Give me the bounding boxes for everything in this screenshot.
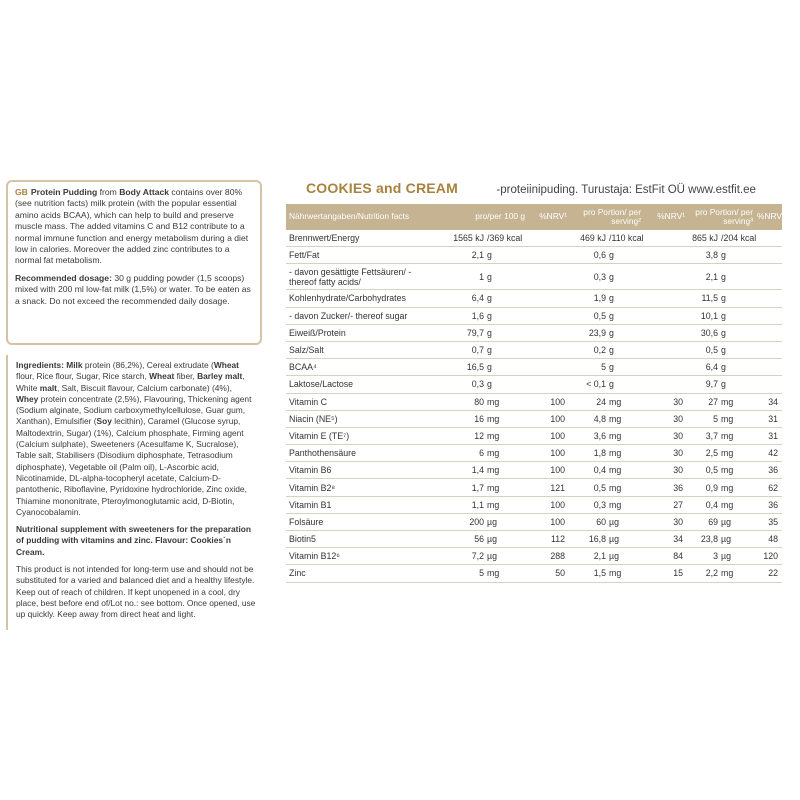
nutrient-name: - davon gesättigte Fettsäuren/ - thereof fatty acids/ <box>286 264 430 290</box>
unit-serving-b: g <box>719 247 755 264</box>
value-serving-b: 0,5 <box>687 341 719 358</box>
col-header-nrv-serving-b: %NRV¹ <box>755 204 782 230</box>
value-serving-a: 3,6 <box>569 427 607 444</box>
dosage-paragraph <box>15 273 253 307</box>
supplement-note-text: Nutritional supplement with sweeteners for the preparation of pudding with vitamins and zinc. Flavour: Cookies´n Cream. <box>16 524 251 557</box>
value-serving-a: 1,9 <box>569 290 607 307</box>
language-tag: GB <box>15 187 28 197</box>
table-row <box>286 230 782 247</box>
col-header-serving-b: pro Portion/ per serving³ <box>687 204 755 230</box>
nrv-serving-a <box>643 341 687 358</box>
unit-per-100g: mg <box>485 479 527 496</box>
nrv-serving-a: 84 <box>643 548 687 565</box>
value-per-100g: 200 <box>430 513 485 530</box>
value-serving-a: 60 <box>569 513 607 530</box>
nrv-per-100g <box>527 247 569 264</box>
nrv-per-100g <box>527 324 569 341</box>
table-row <box>286 565 782 582</box>
value-serving-b: 865 kJ <box>687 230 719 247</box>
value-serving-b: 23,8 <box>687 531 719 548</box>
unit-serving-a: mg <box>607 479 643 496</box>
value-per-100g: 2,1 <box>430 247 485 264</box>
nrv-serving-a: 27 <box>643 496 687 513</box>
unit-serving-a: mg <box>607 427 643 444</box>
nrv-serving-a <box>643 359 687 376</box>
nrv-serving-b: 31 <box>755 410 782 427</box>
text-segment: , Salt, Biscuit flavour, Calcium carbonate) (4%), <box>56 382 232 393</box>
value-per-100g: 79,7 <box>430 324 485 341</box>
value-serving-b: 27 <box>687 393 719 410</box>
value-per-100g: 0,3 <box>430 376 485 393</box>
text-segment: flour, Rice flour, Sugar, Rice starch, <box>16 371 150 382</box>
nrv-per-100g: 288 <box>527 548 569 565</box>
table-row <box>286 496 782 513</box>
unit-per-100g: µg <box>485 531 527 548</box>
nrv-serving-b <box>755 247 782 264</box>
value-per-100g: 1,6 <box>430 307 485 324</box>
unit-per-100g: g <box>485 341 527 358</box>
unit-per-100g: mg <box>485 462 527 479</box>
value-serving-b: 30,6 <box>687 324 719 341</box>
value-serving-a: 0,4 <box>569 462 607 479</box>
unit-per-100g: g <box>485 324 527 341</box>
unit-serving-b: mg <box>719 565 755 582</box>
unit-serving-b: µg <box>719 531 755 548</box>
value-per-100g: 16,5 <box>430 359 485 376</box>
unit-serving-b: g <box>719 264 755 290</box>
value-serving-b: 0,5 <box>687 462 719 479</box>
flavour-title: COOKIES and CREAM <box>306 180 458 196</box>
text-segment: protein (86,2%), Cereal extrudate ( <box>82 360 214 370</box>
value-serving-a: 1,5 <box>569 565 607 582</box>
value-serving-a: < 0,1 <box>569 376 607 393</box>
unit-serving-a: g <box>607 359 643 376</box>
value-serving-a: 23,9 <box>569 324 607 341</box>
unit-serving-a: µg <box>607 531 643 548</box>
nrv-per-100g: 100 <box>527 513 569 530</box>
value-per-100g: 1,1 <box>430 496 485 513</box>
value-serving-b: 9,7 <box>687 376 719 393</box>
table-row <box>286 531 782 548</box>
unit-serving-a: mg <box>607 445 643 462</box>
unit-serving-b: µg <box>719 548 755 565</box>
value-per-100g: 56 <box>430 531 485 548</box>
unit-serving-a: mg <box>607 462 643 479</box>
nrv-per-100g <box>527 341 569 358</box>
nrv-serving-a: 36 <box>643 479 687 496</box>
unit-per-100g: mg <box>485 565 527 582</box>
unit-serving-a: g <box>607 307 643 324</box>
value-serving-b: 3,7 <box>687 427 719 444</box>
nutrient-name: Vitamin B2⁸ <box>286 479 430 496</box>
table-row <box>286 445 782 462</box>
value-serving-b: 10,1 <box>687 307 719 324</box>
nrv-per-100g <box>527 264 569 290</box>
nrv-serving-b <box>755 324 782 341</box>
product-description-box <box>6 180 262 345</box>
nrv-serving-a: 30 <box>643 462 687 479</box>
nutrient-name: Brennwert/Energy <box>286 230 430 247</box>
nrv-serving-a <box>643 247 687 264</box>
nrv-serving-b: 22 <box>755 565 782 582</box>
nrv-serving-b <box>755 290 782 307</box>
table-row <box>286 264 782 290</box>
unit-serving-a: mg <box>607 565 643 582</box>
value-serving-a: 2,1 <box>569 548 607 565</box>
nutrient-name: Kohlenhydrate/Carbohydrates <box>286 290 430 307</box>
unit-per-100g: mg <box>485 445 527 462</box>
bold-text: Recommended dosage: <box>15 272 112 283</box>
nrv-serving-a: 30 <box>643 410 687 427</box>
nutrient-name: Zinc <box>286 565 430 582</box>
value-serving-b: 0,9 <box>687 479 719 496</box>
value-serving-a: 4,8 <box>569 410 607 427</box>
text-segment: lecithin), Caramel (Glucose syrup, Maltodextrin, Sugar) (1%), Calcium phosphate, Firming agent (Calcium sulphate), Sweeteners (Acesulfame K, Sucralose), Table salt, Stabilisers (Disodium diphosphate, Tetrasodium diphosphate), Vegetable oil (Palm oil), L-Ascorbic acid, Nicotinamide, DL-alpha-tocopheryl acetate, Calcium-D-pantothenic, Riboflavine, Pyridoxine hydrochloride, Zinc oxide, Thiamine mononitrate, Pteroylmonoglutamic acid, D-Biotin, Cyanocobalamin. <box>16 416 247 517</box>
value-serving-b: 3 <box>687 548 719 565</box>
distributor-subtitle: -proteiinipuding. Turustaja: EstFit OÜ www.estfit.ee <box>496 184 756 196</box>
nrv-serving-b: 120 <box>755 548 782 565</box>
unit-per-100g: g <box>485 264 527 290</box>
unit-per-100g: µg <box>485 548 527 565</box>
table-row <box>286 410 782 427</box>
unit-per-100g: mg <box>485 496 527 513</box>
nrv-serving-b <box>755 359 782 376</box>
unit-per-100g: g <box>485 247 527 264</box>
table-row <box>286 359 782 376</box>
nrv-serving-a <box>643 376 687 393</box>
value-per-100g: 12 <box>430 427 485 444</box>
value-per-100g: 6,4 <box>430 290 485 307</box>
bold-text: Wheat <box>149 371 175 382</box>
value-serving-b: 2,5 <box>687 445 719 462</box>
value-serving-a: 469 kJ <box>569 230 607 247</box>
nrv-per-100g <box>527 359 569 376</box>
value-serving-b: 0,4 <box>687 496 719 513</box>
table-row <box>286 247 782 264</box>
nutrient-name: Vitamin B1 <box>286 496 430 513</box>
nrv-per-100g <box>527 307 569 324</box>
unit-serving-b: g <box>719 341 755 358</box>
text-segment: protein concentrate (2,5%), Flavouring, Thickening agent (Sodium alginate, Sodium carboxymethylcellulose, Guar gum, Xanthan), Emulsifier ( <box>16 393 252 427</box>
unit-serving-a: g <box>607 264 643 290</box>
nrv-serving-a: 30 <box>643 513 687 530</box>
nrv-per-100g: 100 <box>527 410 569 427</box>
nutrient-name: Vitamin B6 <box>286 462 430 479</box>
unit-serving-a: g <box>607 324 643 341</box>
unit-serving-b: mg <box>719 393 755 410</box>
nrv-serving-b: 34 <box>755 393 782 410</box>
bold-text: Wheat <box>213 360 239 370</box>
nrv-per-100g: 50 <box>527 565 569 582</box>
col-header-serving-a: pro Portion/ per serving² <box>569 204 643 230</box>
nrv-serving-b <box>755 264 782 290</box>
nrv-serving-a <box>643 264 687 290</box>
value-serving-b: 6,4 <box>687 359 719 376</box>
nrv-serving-a <box>643 307 687 324</box>
nrv-serving-b: 36 <box>755 462 782 479</box>
value-serving-b: 69 <box>687 513 719 530</box>
value-per-100g: 0,7 <box>430 341 485 358</box>
nutrient-name: Vitamin E (TE⁷) <box>286 427 430 444</box>
nutrient-name: Panthothensäure <box>286 445 430 462</box>
unit-serving-a: /110 kcal <box>607 230 643 247</box>
unit-serving-b: mg <box>719 427 755 444</box>
col-header-nrv-100g: %NRV¹ <box>527 204 569 230</box>
table-row <box>286 376 782 393</box>
value-serving-b: 3,8 <box>687 247 719 264</box>
intro-text <box>15 187 248 265</box>
col-header-nrv-serving-a: %NRV¹ <box>643 204 687 230</box>
table-row <box>286 324 782 341</box>
nrv-serving-b <box>755 341 782 358</box>
nrv-serving-b: 31 <box>755 427 782 444</box>
value-serving-a: 0,2 <box>569 341 607 358</box>
col-header-per-100g: pro/per 100 g <box>430 204 527 230</box>
nrv-per-100g: 100 <box>527 445 569 462</box>
unit-per-100g: g <box>485 359 527 376</box>
nrv-serving-a: 30 <box>643 393 687 410</box>
nrv-serving-b: 35 <box>755 513 782 530</box>
unit-serving-a: mg <box>607 496 643 513</box>
unit-serving-b: g <box>719 307 755 324</box>
unit-serving-b: mg <box>719 410 755 427</box>
value-per-100g: 1 <box>430 264 485 290</box>
nrv-serving-b <box>755 230 782 247</box>
nrv-serving-b: 62 <box>755 479 782 496</box>
nutrient-name: BCAA⁴ <box>286 359 430 376</box>
table-header-row <box>286 204 782 230</box>
table-body <box>286 230 782 582</box>
unit-serving-b: g <box>719 324 755 341</box>
unit-serving-b: g <box>719 376 755 393</box>
nutrient-name: Fett/Fat <box>286 247 430 264</box>
table-row <box>286 290 782 307</box>
nrv-serving-a: 30 <box>643 445 687 462</box>
nrv-per-100g <box>527 230 569 247</box>
unit-serving-a: mg <box>607 410 643 427</box>
value-serving-a: 0,6 <box>569 247 607 264</box>
bold-text: Soy <box>96 416 112 427</box>
nutrient-name: Salz/Salt <box>286 341 430 358</box>
nrv-per-100g: 100 <box>527 427 569 444</box>
nutrient-name: - davon Zucker/- thereof sugar <box>286 307 430 324</box>
table-row <box>286 462 782 479</box>
nutrient-name: Vitamin B12⁶ <box>286 548 430 565</box>
nrv-serving-b: 36 <box>755 496 782 513</box>
text-segment: from <box>97 187 120 197</box>
value-per-100g: 5 <box>430 565 485 582</box>
unit-serving-b: mg <box>719 496 755 513</box>
value-serving-a: 16,8 <box>569 531 607 548</box>
nrv-serving-a: 34 <box>643 531 687 548</box>
nutrient-name: Biotin5 <box>286 531 430 548</box>
bold-text: Body Attack <box>119 187 170 197</box>
unit-serving-b: mg <box>719 479 755 496</box>
nrv-serving-a: 30 <box>643 427 687 444</box>
unit-serving-b: g <box>719 290 755 307</box>
value-per-100g: 6 <box>430 445 485 462</box>
unit-serving-a: mg <box>607 393 643 410</box>
unit-serving-b: /204 kcal <box>719 230 755 247</box>
table-heading <box>306 180 796 200</box>
bold-text: Whey <box>16 393 39 404</box>
col-header-nutrient: Nährwertangaben/Nutrition facts <box>286 204 430 230</box>
nrv-per-100g: 121 <box>527 479 569 496</box>
value-serving-a: 0,3 <box>569 496 607 513</box>
unit-per-100g: mg <box>485 393 527 410</box>
unit-per-100g: mg <box>485 427 527 444</box>
table-row <box>286 307 782 324</box>
bold-text: Barley malt <box>197 371 243 382</box>
nrv-serving-a <box>643 290 687 307</box>
nrv-per-100g: 100 <box>527 462 569 479</box>
nrv-per-100g: 100 <box>527 393 569 410</box>
unit-per-100g: /369 kcal <box>485 230 527 247</box>
value-serving-b: 2,1 <box>687 264 719 290</box>
nrv-per-100g <box>527 290 569 307</box>
table-row <box>286 427 782 444</box>
unit-per-100g: g <box>485 307 527 324</box>
unit-per-100g: g <box>485 290 527 307</box>
supplement-note <box>16 524 256 558</box>
unit-serving-a: g <box>607 376 643 393</box>
unit-serving-b: µg <box>719 513 755 530</box>
nrv-serving-b <box>755 376 782 393</box>
text-segment: , White <box>16 371 245 393</box>
nrv-serving-b: 48 <box>755 531 782 548</box>
nutrient-name: Folsäure <box>286 513 430 530</box>
bold-text: Protein Pudding <box>30 187 98 197</box>
value-per-100g: 80 <box>430 393 485 410</box>
text-segment: fiber, <box>174 371 198 382</box>
value-serving-a: 5 <box>569 359 607 376</box>
nrv-per-100g <box>527 376 569 393</box>
table-row <box>286 479 782 496</box>
bold-text: Ingredients: Milk <box>16 360 83 370</box>
value-per-100g: 1565 kJ <box>430 230 485 247</box>
nrv-serving-a: 15 <box>643 565 687 582</box>
nrv-serving-b <box>755 307 782 324</box>
value-serving-a: 24 <box>569 393 607 410</box>
unit-per-100g: g <box>485 376 527 393</box>
nrv-serving-a <box>643 324 687 341</box>
value-per-100g: 1,4 <box>430 462 485 479</box>
unit-per-100g: µg <box>485 513 527 530</box>
nutrient-name: Eiweiß/Protein <box>286 324 430 341</box>
table-row <box>286 393 782 410</box>
value-serving-a: 1,8 <box>569 445 607 462</box>
unit-serving-a: g <box>607 290 643 307</box>
table-row <box>286 341 782 358</box>
nutrient-name: Vitamin C <box>286 393 430 410</box>
bold-text: malt <box>39 382 57 393</box>
value-per-100g: 1,7 <box>430 479 485 496</box>
text-segment: contains over 80% (see nutrition facts) milk protein (with the popular essential amino acids BCAA), which can help to build and preserve muscle mass. The added vitamins C and B12 contribute to a normal immune function and energy metabolism during a diet low in calories. Moreover the added zinc contributes to a normal fat metabolism. <box>15 187 249 266</box>
unit-serving-b: g <box>719 359 755 376</box>
nutrition-table <box>286 204 785 583</box>
unit-serving-a: µg <box>607 513 643 530</box>
unit-serving-a: µg <box>607 548 643 565</box>
value-serving-b: 5 <box>687 410 719 427</box>
text-segment: 30 g pudding powder (1,5 scoops) mixed with 200 ml low-fat milk (1,5%) or water. To be eaten as a snack. Do not exceed the recommended daily dosage. <box>15 272 251 306</box>
value-serving-b: 11,5 <box>687 290 719 307</box>
unit-serving-b: mg <box>719 445 755 462</box>
unit-serving-b: mg <box>719 462 755 479</box>
value-per-100g: 16 <box>430 410 485 427</box>
table-row <box>286 513 782 530</box>
value-serving-a: 0,5 <box>569 479 607 496</box>
unit-per-100g: mg <box>485 410 527 427</box>
unit-serving-a: g <box>607 341 643 358</box>
nrv-serving-a <box>643 230 687 247</box>
nrv-per-100g: 100 <box>527 496 569 513</box>
nutrient-name: Niacin (NE⁵) <box>286 410 430 427</box>
unit-serving-a: g <box>607 247 643 264</box>
nutrient-name: Laktose/Lactose <box>286 376 430 393</box>
value-serving-b: 2,2 <box>687 565 719 582</box>
value-per-100g: 7,2 <box>430 548 485 565</box>
ingredients-box <box>6 355 262 630</box>
value-serving-a: 0,3 <box>569 264 607 290</box>
nrv-per-100g: 112 <box>527 531 569 548</box>
table-row <box>286 548 782 565</box>
value-serving-a: 0,5 <box>569 307 607 324</box>
intro-paragraph <box>15 187 253 267</box>
ingredients-paragraph <box>16 360 256 518</box>
warning-text: This product is not intended for long-term use and should not be substituted for a varied and balanced diet and a healthy lifestyle. Keep out of reach of children. If kept unopened in a cool, dry place, best before end of/Lot no.: see bottom. Once opened, use up quickly. Keep away from direct heat and light. <box>16 564 256 620</box>
nrv-serving-b: 42 <box>755 445 782 462</box>
